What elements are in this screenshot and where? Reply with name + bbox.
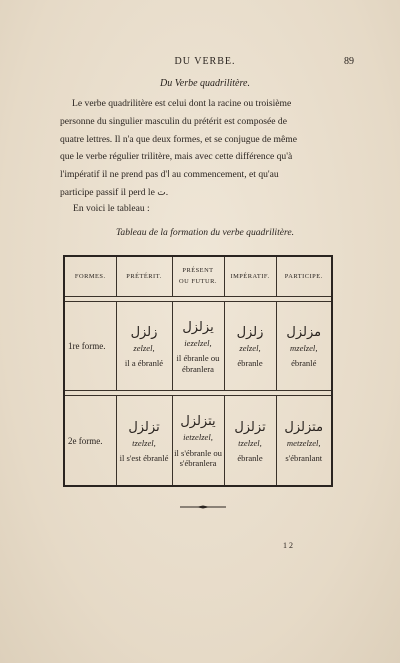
table-caption: Tableau de la formation du verbe quadrilitère. [115, 227, 295, 238]
page-number: 89 [344, 56, 354, 67]
arabic-word: مزلزل [286, 324, 322, 340]
arabic-word: يتزلزل [180, 414, 216, 430]
body-paragraph [60, 95, 350, 202]
meaning: ébranle [237, 358, 263, 369]
table-row [64, 396, 332, 486]
transliteration: ietzelzel, [183, 432, 213, 443]
table-row [64, 301, 332, 391]
arabic-word: تزلزل [234, 419, 266, 435]
paragraph-text: participe passif il perd le [60, 186, 155, 198]
paragraph-text: au commencement, et qu'au [172, 169, 279, 181]
meaning: s'ébranlant [285, 453, 323, 464]
transliteration: zelzel, [133, 342, 155, 353]
cell-imperatif [224, 301, 276, 391]
paragraph-line: personne du singulier masculin du prétérit est composée de [60, 115, 287, 127]
header-imperatif: IMPÉRATIF. [224, 256, 276, 296]
meaning: ébranle [237, 453, 263, 464]
table-header-row [64, 256, 332, 296]
transliteration: mzelzel, [290, 342, 318, 353]
alif-prefix: d' [160, 169, 168, 181]
cell-present [172, 396, 224, 486]
transliteration: zelzel, [239, 342, 261, 353]
paragraph-line-with-arabic: participe passif il perd le ت. [60, 186, 169, 198]
arabic-word: متزلزل [284, 419, 324, 435]
header-present-line1: PRÉSENT [182, 267, 214, 275]
cell-imperatif [224, 396, 276, 486]
transliteration: tzelzel, [238, 437, 262, 448]
ornament-rule [178, 505, 228, 509]
header-preterit: PRÉTÉRIT. [116, 256, 172, 296]
running-head [60, 56, 354, 70]
header-formes: FORMES. [64, 256, 116, 296]
paragraph-line: quatre lettres. Il n'a que deux formes, et se conjugue de même [60, 133, 297, 145]
meaning: il ébranle ou ébranlera [176, 353, 220, 374]
arabic-ta: ت [157, 187, 166, 198]
transliteration: metzelzel, [286, 437, 321, 448]
cell-present [172, 301, 224, 391]
cell-participe [276, 301, 332, 391]
table-intro: En voici le tableau : [73, 203, 150, 214]
paragraph-line: Le verbe quadrilitère est celui dont la racine ou troisième [72, 98, 292, 109]
transliteration: tzelzel, [132, 437, 156, 448]
arabic-word: يزلزل [182, 319, 214, 335]
cell-preterit [116, 301, 172, 391]
transliteration: iezelzel, [184, 337, 212, 348]
conjugation-table [63, 255, 333, 487]
form-name: 1re forme. [64, 301, 116, 391]
arabic-word: تزلزل [128, 419, 160, 435]
section-title: Du Verbe quadrilitère. [160, 78, 250, 89]
running-title: DU VERBE. [174, 56, 236, 67]
paragraph-line-with-arabic [60, 166, 350, 184]
header-present [172, 256, 224, 296]
cell-participe [276, 396, 332, 486]
meaning: ébranlé [291, 358, 317, 369]
paragraph-text: l'impératif il ne prend pas [60, 169, 159, 181]
cell-preterit [116, 396, 172, 486]
header-participe: PARTICIPE. [276, 256, 332, 296]
arabic-word: زلزل [236, 324, 264, 340]
header-present-line2: OU FUTUR. [179, 278, 217, 286]
meaning: il s'ébranle ou s'ébranlera [174, 447, 222, 469]
arabic-alif: ا [167, 170, 170, 181]
form-name: 2e forme. [64, 396, 116, 486]
meaning: il a ébranlé [124, 358, 164, 369]
meaning: il s'est ébranlé [119, 453, 169, 464]
arabic-word: زلزل [130, 324, 158, 340]
paragraph-line: que le verbe régulier trilitère, mais avec cette différence qu'à [60, 151, 293, 163]
signature-mark: 12 [283, 541, 295, 550]
